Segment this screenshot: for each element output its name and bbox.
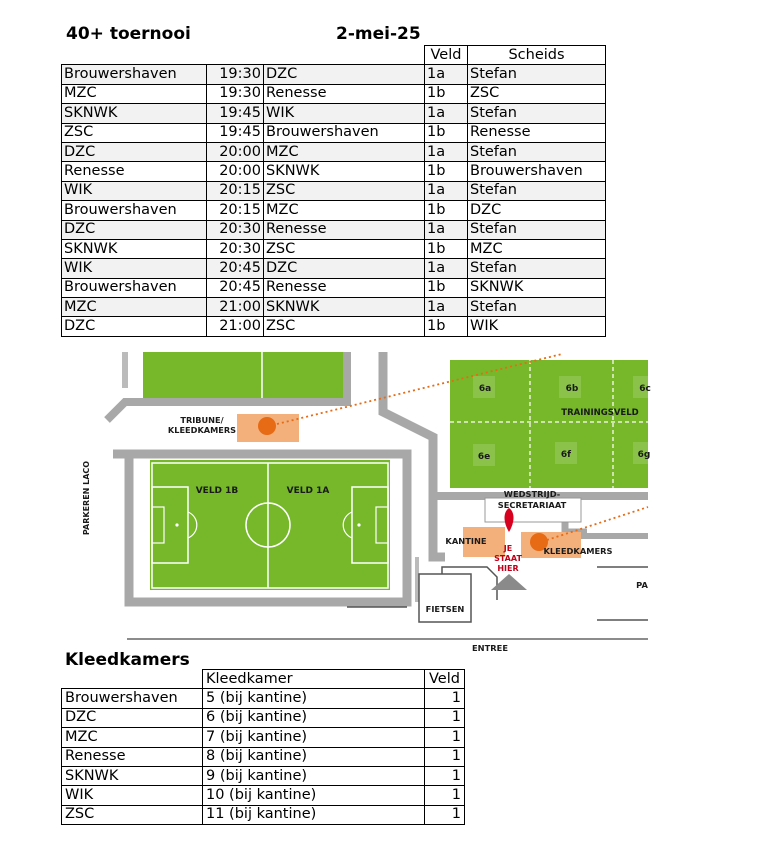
table-row (62, 689, 465, 708)
field-top-left (143, 352, 349, 398)
match-home-team: SKNWK (62, 239, 207, 258)
match-away-team: Renesse (264, 220, 425, 239)
match-referee: Stefan (468, 259, 606, 278)
match-referee: Stefan (468, 220, 606, 239)
kk-room: 7 (bij kantine) (203, 728, 425, 747)
table-row (62, 747, 465, 766)
match-referee: Stefan (468, 65, 606, 84)
label-6g: 6g (637, 450, 651, 460)
table-row (62, 84, 606, 103)
kk-team: ZSC (62, 805, 203, 824)
match-away-team: ZSC (264, 317, 425, 336)
table-row (62, 317, 606, 336)
match-time: 20:45 (207, 278, 264, 297)
match-veld: 1a (425, 65, 468, 84)
table-row (62, 104, 606, 123)
label-wedstrijd-1: WEDSTRIJD- (503, 489, 561, 499)
match-home-team: MZC (62, 298, 207, 317)
kk-room: 8 (bij kantine) (203, 747, 425, 766)
table-row (62, 239, 606, 258)
match-away-team: SKNWK (264, 298, 425, 317)
match-time: 19:45 (207, 123, 264, 142)
match-away-team: DZC (264, 259, 425, 278)
kk-team: Renesse (62, 747, 203, 766)
header-scheids: Scheids (468, 46, 606, 65)
match-home-team: MZC (62, 84, 207, 103)
label-6f: 6f (560, 450, 572, 460)
table-row (62, 259, 606, 278)
table-row (62, 298, 606, 317)
match-time: 20:15 (207, 201, 264, 220)
match-time: 19:30 (207, 84, 264, 103)
kk-veld: 1 (425, 766, 465, 785)
label-tribune-2: KLEEDKAMERS (167, 425, 237, 435)
table-row (62, 278, 606, 297)
match-veld: 1b (425, 123, 468, 142)
match-away-team: ZSC (264, 239, 425, 258)
tournament-title: 40+ toernooi (66, 24, 191, 44)
match-time: 20:30 (207, 220, 264, 239)
match-veld: 1a (425, 104, 468, 123)
label-entree: ENTREE (472, 643, 508, 653)
label-je: JE (503, 544, 513, 553)
header-kleedkamer: Kleedkamer (203, 670, 425, 689)
table-row (62, 220, 606, 239)
match-referee: Stefan (468, 142, 606, 161)
schedule-table (61, 45, 606, 337)
match-referee: Renesse (468, 123, 606, 142)
match-veld: 1a (425, 220, 468, 239)
tribune-marker (258, 417, 276, 435)
kleedkamers-title: Kleedkamers (65, 650, 190, 670)
match-referee: Stefan (468, 298, 606, 317)
match-veld: 1b (425, 201, 468, 220)
label-tribune-1: TRIBUNE/ (180, 415, 224, 425)
table-row (62, 162, 606, 181)
match-veld: 1a (425, 298, 468, 317)
match-away-team: WIK (264, 104, 425, 123)
match-referee: ZSC (468, 84, 606, 103)
match-away-team: Renesse (264, 278, 425, 297)
match-time: 19:30 (207, 65, 264, 84)
kk-team: DZC (62, 708, 203, 727)
table-row (62, 708, 465, 727)
table-row (62, 181, 606, 200)
match-veld: 1b (425, 317, 468, 336)
label-kleedkamers: KLEEDKAMERS (543, 546, 613, 556)
match-away-team: Renesse (264, 84, 425, 103)
table-row (62, 142, 606, 161)
kk-room: 6 (bij kantine) (203, 708, 425, 727)
match-away-team: MZC (264, 201, 425, 220)
match-home-team: DZC (62, 142, 207, 161)
match-veld: 1b (425, 84, 468, 103)
match-away-team: SKNWK (264, 162, 425, 181)
match-time: 21:00 (207, 317, 264, 336)
label-parkeren: PARKEREN LACO (82, 460, 91, 536)
kleedkamers-table (61, 669, 465, 825)
match-home-team: Brouwershaven (62, 201, 207, 220)
tournament-date: 2-mei-25 (336, 24, 421, 44)
match-referee: MZC (468, 239, 606, 258)
kk-team: WIK (62, 786, 203, 805)
match-veld: 1b (425, 162, 468, 181)
label-veld-1b: VELD 1B (195, 486, 239, 496)
label-staat: STAAT (494, 554, 522, 563)
match-veld: 1b (425, 278, 468, 297)
match-home-team: DZC (62, 317, 207, 336)
kleedkamers-header-row (62, 670, 465, 689)
match-time: 20:30 (207, 239, 264, 258)
match-home-team: SKNWK (62, 104, 207, 123)
match-away-team: DZC (264, 65, 425, 84)
match-referee: WIK (468, 317, 606, 336)
kk-team: MZC (62, 728, 203, 747)
label-pa: PA (636, 580, 648, 590)
match-referee: Brouwershaven (468, 162, 606, 181)
match-time: 19:45 (207, 104, 264, 123)
kk-veld: 1 (425, 728, 465, 747)
match-time: 20:45 (207, 259, 264, 278)
match-home-team: DZC (62, 220, 207, 239)
kk-team: SKNWK (62, 766, 203, 785)
label-6c: 6c (639, 384, 651, 394)
match-referee: Stefan (468, 181, 606, 200)
header-kk-veld: Veld (425, 670, 465, 689)
table-row (62, 728, 465, 747)
label-trainingsveld: TRAININGSVELD (561, 408, 639, 418)
match-time: 20:00 (207, 142, 264, 161)
table-row (62, 805, 465, 824)
match-veld: 1a (425, 142, 468, 161)
match-away-team: ZSC (264, 181, 425, 200)
match-home-team: Brouwershaven (62, 278, 207, 297)
kk-veld: 1 (425, 689, 465, 708)
label-veld-1a: VELD 1A (286, 486, 330, 496)
match-time: 20:15 (207, 181, 264, 200)
label-hier: HIER (497, 564, 519, 573)
match-veld: 1b (425, 239, 468, 258)
kk-veld: 1 (425, 805, 465, 824)
kk-room: 11 (bij kantine) (203, 805, 425, 824)
match-home-team: Renesse (62, 162, 207, 181)
kk-veld: 1 (425, 708, 465, 727)
kk-veld: 1 (425, 747, 465, 766)
table-row (62, 65, 606, 84)
fietsen-building (419, 574, 471, 622)
schedule-header-row (62, 46, 606, 65)
match-home-team: WIK (62, 259, 207, 278)
table-row (62, 786, 465, 805)
match-home-team: ZSC (62, 123, 207, 142)
table-row (62, 766, 465, 785)
venue-map (77, 352, 651, 657)
table-row (62, 123, 606, 142)
label-wedstrijd-2: SECRETARIAAT (497, 500, 567, 510)
kk-team: Brouwershaven (62, 689, 203, 708)
match-away-team: MZC (264, 142, 425, 161)
header-veld: Veld (425, 46, 468, 65)
match-home-team: Brouwershaven (62, 65, 207, 84)
label-6e: 6e (477, 452, 491, 462)
kk-room: 9 (bij kantine) (203, 766, 425, 785)
label-kantine: KANTINE (445, 536, 487, 546)
kk-veld: 1 (425, 786, 465, 805)
match-home-team: WIK (62, 181, 207, 200)
table-row (62, 201, 606, 220)
match-time: 20:00 (207, 162, 264, 181)
label-6a: 6a (478, 384, 492, 394)
label-6b: 6b (565, 384, 579, 394)
match-away-team: Brouwershaven (264, 123, 425, 142)
match-referee: DZC (468, 201, 606, 220)
you-are-here-pin (505, 508, 514, 532)
main-field (150, 460, 390, 590)
match-veld: 1a (425, 181, 468, 200)
kk-room: 10 (bij kantine) (203, 786, 425, 805)
match-veld: 1a (425, 259, 468, 278)
kk-room: 5 (bij kantine) (203, 689, 425, 708)
label-fietsen: FIETSEN (425, 604, 465, 614)
match-time: 21:00 (207, 298, 264, 317)
match-referee: Stefan (468, 104, 606, 123)
match-referee: SKNWK (468, 278, 606, 297)
